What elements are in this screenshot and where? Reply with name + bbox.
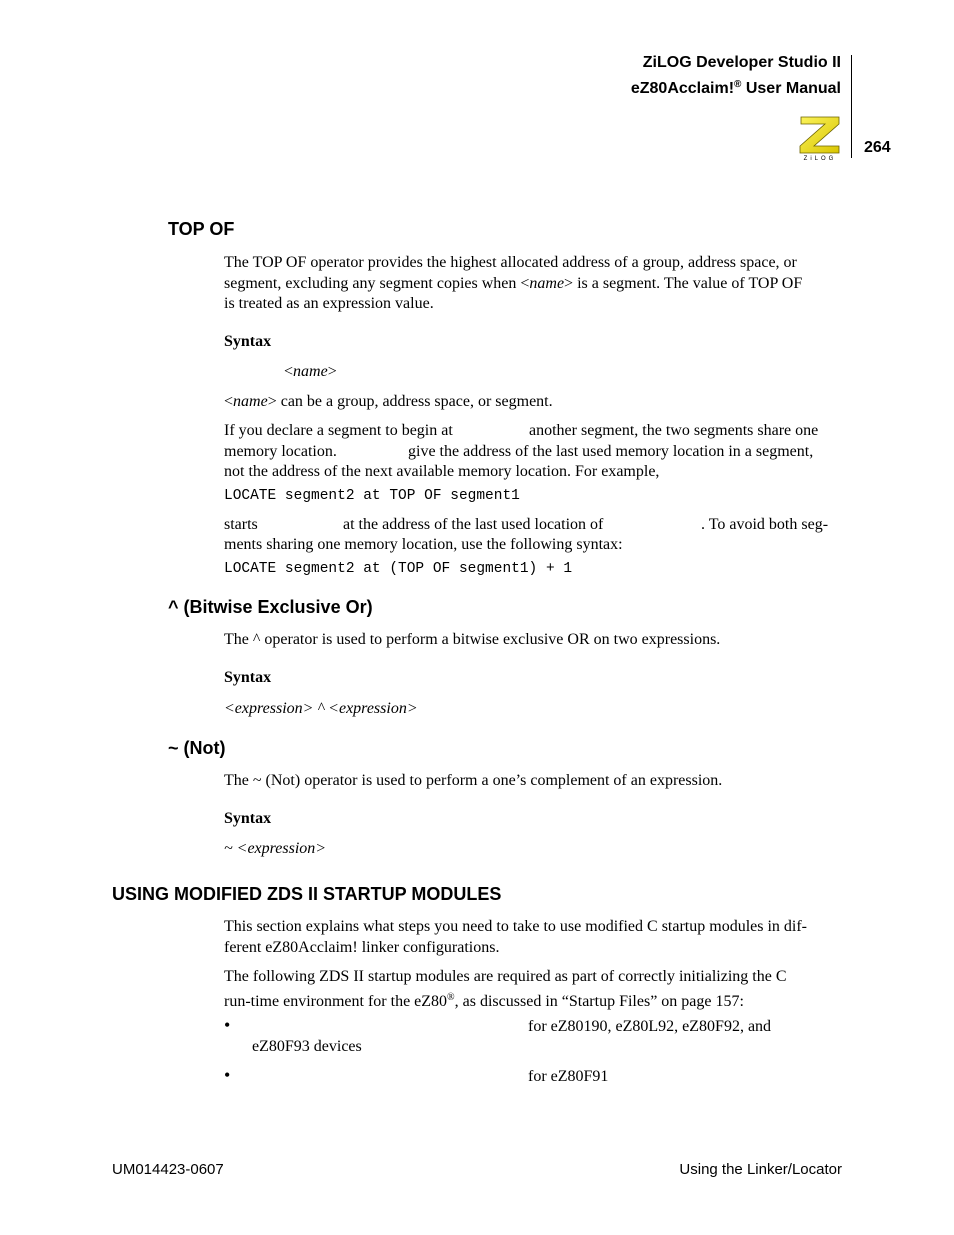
footer-doc-id: UM014423-0607: [112, 1161, 224, 1178]
bullet-1-marker: •: [224, 1015, 231, 1035]
top-of-para3-line2b: give the address of the last used memory location in a segment,: [408, 443, 814, 460]
top-of-para2: <name> can be a group, address space, or segment.: [224, 393, 553, 410]
bullet-1-line2: eZ80F93 devices: [252, 1038, 362, 1055]
heading-not: ~ (Not): [168, 738, 226, 758]
xor-para: The ^ operator is used to perform a bitwise exclusive OR on two expressions.: [224, 631, 721, 648]
top-of-syntax-label: Syntax: [224, 333, 272, 350]
heading-bitwise-xor: ^ (Bitwise Exclusive Or): [168, 597, 373, 617]
top-of-para4-c: . To avoid both seg-: [701, 516, 829, 533]
top-of-para3-line2a: memory location.: [224, 443, 337, 460]
not-syntax: ~ <expression>: [224, 840, 327, 857]
startup-para1: This section explains what steps you need to take to use modified C startup modules in dif- ferent eZ80Acclaim! linker configurations.: [224, 918, 808, 956]
zilog-logo: [797, 115, 843, 161]
bullet-2-line1: for eZ80F91: [528, 1068, 609, 1085]
top-of-syntax: <name>: [284, 363, 337, 380]
header-title-line1: ZiLOG Developer Studio II: [642, 54, 841, 71]
page-number: 264: [864, 139, 891, 156]
heading-startup-modules: USING MODIFIED ZDS II STARTUP MODULES: [112, 884, 502, 904]
header-divider: [851, 55, 852, 158]
bullet-1-line1: for eZ80190, eZ80L92, eZ80F92, and: [528, 1018, 772, 1035]
startup-para2: The following ZDS II startup modules are required as part of correctly initializing the C run-time environment for the eZ80®, as discussed in “Startup Files” on page 157:: [224, 968, 787, 1010]
xor-syntax-label: Syntax: [224, 669, 272, 686]
not-para: The ~ (Not) operator is used to perform a one’s complement of an expression.: [224, 772, 723, 789]
running-header: [631, 52, 841, 100]
bullet-2-marker: •: [224, 1065, 231, 1085]
footer-chapter: Using the Linker/Locator: [679, 1161, 842, 1178]
top-of-para1: The TOP OF operator provides the highest allocated address of a group, address space, or segment, excluding any segment copies when <name> is a segment. The value of TOP OF is treated as an expression value.: [224, 254, 803, 312]
heading-top-of: TOP OF: [168, 219, 235, 239]
code-example-2: LOCATE segment2 at (TOP OF segment1) + 1: [224, 561, 573, 577]
xor-syntax: <expression> ^ <expression>: [224, 700, 418, 717]
top-of-para4-a: starts: [224, 516, 258, 533]
top-of-para3-line1b: another segment, the two segments share one: [529, 422, 819, 439]
code-example-1: LOCATE segment2 at TOP OF segment1: [224, 488, 520, 504]
header-title-line2: eZ80Acclaim!® User Manual: [630, 79, 841, 97]
top-of-para3-line1a: If you declare a segment to begin at: [224, 422, 453, 439]
not-syntax-label: Syntax: [224, 810, 272, 827]
top-of-para3-line3: not the address of the next available memory location. For example,: [224, 463, 660, 480]
svg-text:ZiLOG: ZiLOG: [803, 156, 837, 161]
top-of-para4-b: at the address of the last used location of: [343, 516, 604, 533]
top-of-para4-line2: ments sharing one memory location, use the following syntax:: [224, 536, 623, 553]
